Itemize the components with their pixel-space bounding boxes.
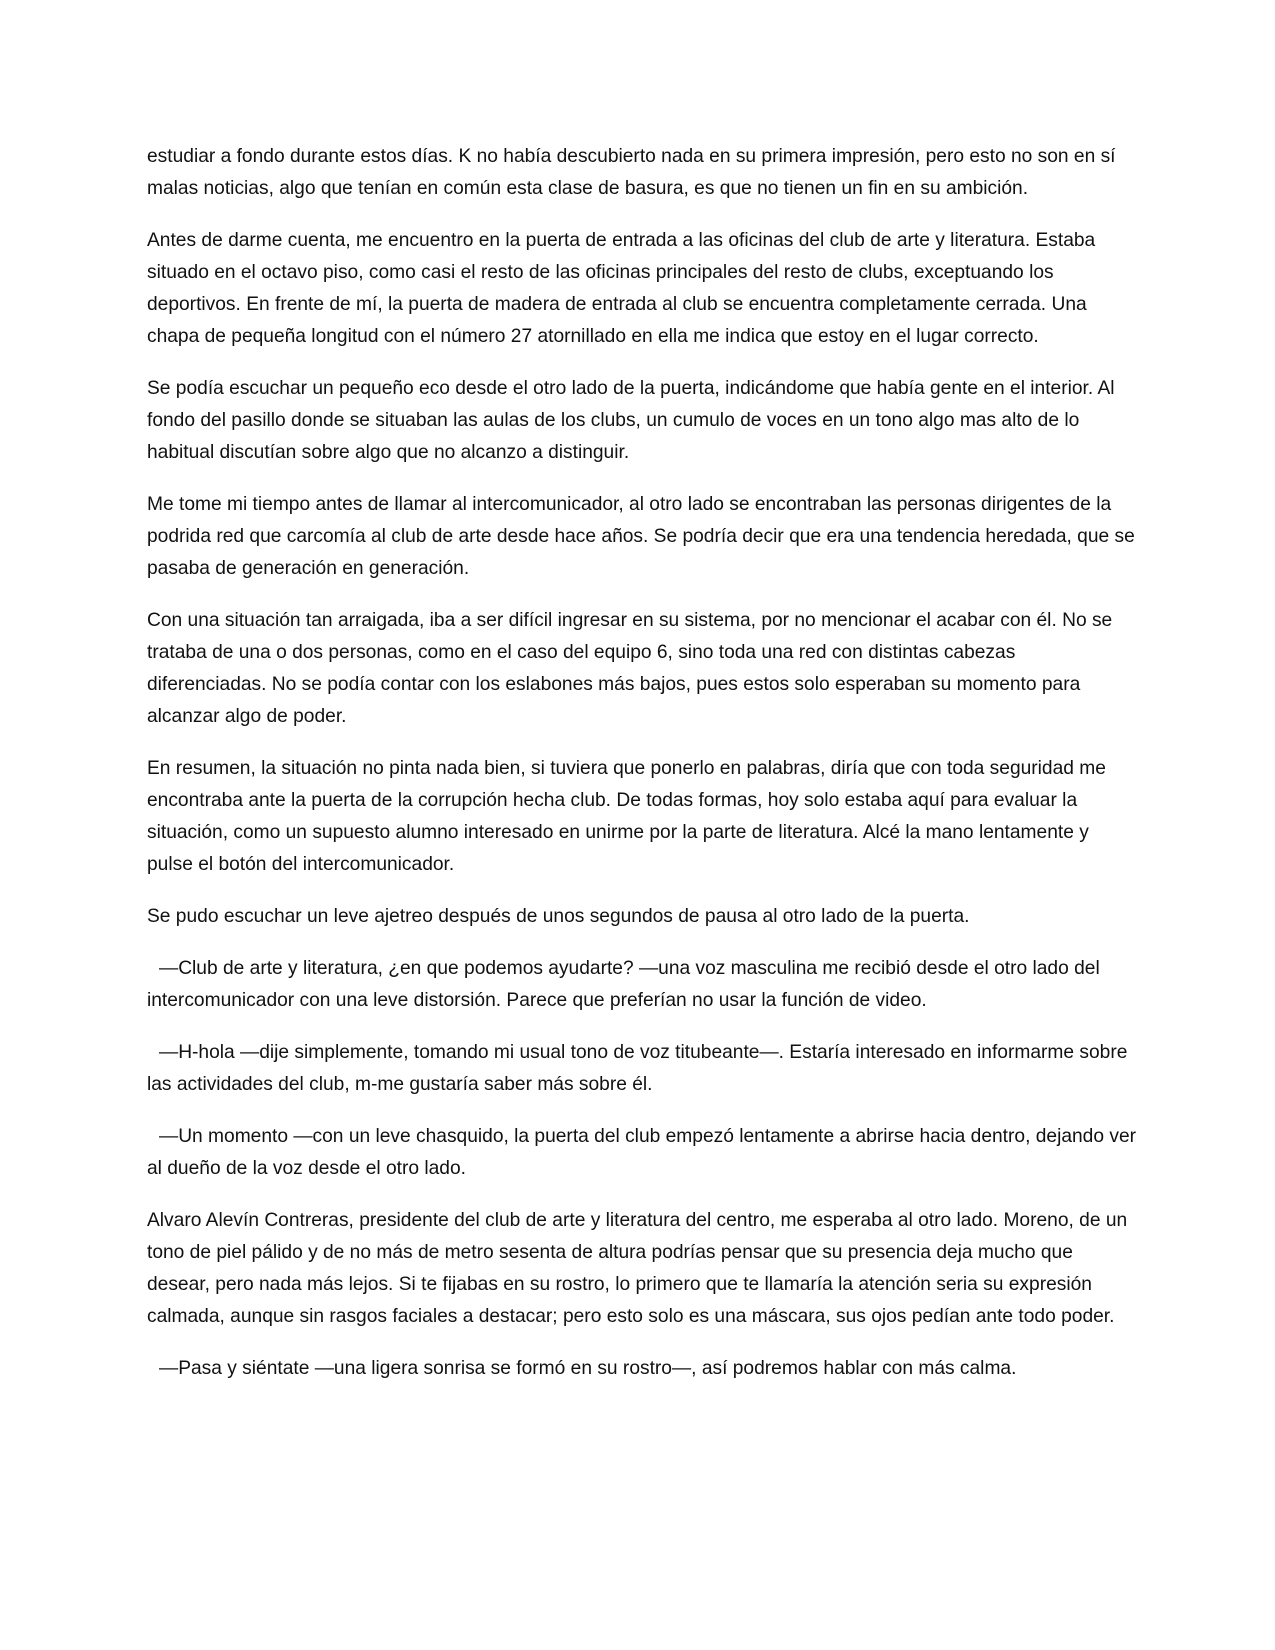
document-page bbox=[147, 141, 1137, 1405]
paragraph-3: Se podía escuchar un pequeño eco desde el otro lado de la puerta, indicándome que había gente en el interior. Al fondo del pasillo donde se situaban las aulas de los clubs, un cumulo de voces en un tono algo mas alto de lo habitual discutían sobre algo que no alcanzo a distinguir. bbox=[147, 378, 1115, 463]
paragraph-6: En resumen, la situación no pinta nada bien, si tuviera que ponerlo en palabras, diría que con toda seguridad me encontraba ante la puerta de la corrupción hecha club. De todas formas, hoy solo estaba aquí para evaluar la situación, como un supuesto alumno interesado en unirme por la parte de literatura. Alcé la mano lentamente y pulse el botón del intercomunicador. bbox=[147, 758, 1106, 875]
paragraph-2: Antes de darme cuenta, me encuentro en la puerta de entrada a las oficinas del club de arte y literatura. Estaba situado en el octavo piso, como casi el resto de las oficinas principales del resto de clubs, exceptuando los deportivos. En frente de mí, la puerta de madera de entrada al club se encuentra completamente cerrada. Una chapa de pequeña longitud con el número 27 atornillado en ella me indica que estoy en el lugar correcto. bbox=[147, 230, 1096, 347]
paragraph-8: Alvaro Alevín Contreras, presidente del club de arte y literatura del centro, me esperaba al otro lado. Moreno, de un tono de piel pálido y de no más de metro sesenta de altura podrías pensar que su presencia deja mucho que desear, pero nada más lejos. Si te fijabas en su rostro, lo primero que te llamaría la atención seria su expresión calmada, aunque sin rasgos faciales a destacar; pero esto solo es una máscara, sus ojos pedían ante todo poder. bbox=[147, 1210, 1128, 1327]
dialogue-line-3: —Un momento —con un leve chasquido, la puerta del club empezó lentamente a abrirse hacia dentro, dejando ver al dueño de la voz desde el otro lado. bbox=[147, 1126, 1137, 1179]
paragraph-4: Me tome mi tiempo antes de llamar al intercomunicador, al otro lado se encontraban las personas dirigentes de la podrida red que carcomía al club de arte desde hace años. Se podría decir que era una tendencia heredada, que se pasaba de generación en generación. bbox=[147, 494, 1135, 579]
paragraph-5: Con una situación tan arraigada, iba a ser difícil ingresar en su sistema, por no mencionar el acabar con él. No se trataba de una o dos personas, como en el caso del equipo 6, sino toda una red con distintas cabezas diferenciadas. No se podía contar con los eslabones más bajos, pues estos solo esperaban su momento para alcanzar algo de poder. bbox=[147, 610, 1113, 727]
paragraph-7: Se pudo escuchar un leve ajetreo después de unos segundos de pausa al otro lado de la puerta. bbox=[147, 906, 970, 927]
dialogue-line-4: —Pasa y siéntate —una ligera sonrisa se formó en su rostro—, así podremos hablar con más calma. bbox=[159, 1358, 1017, 1379]
dialogue-line-2: —H-hola —dije simplemente, tomando mi usual tono de voz titubeante—. Estaría interesado en informarme sobre las actividades del club, m-me gustaría saber más sobre él. bbox=[147, 1042, 1128, 1095]
paragraph-1: estudiar a fondo durante estos días. K no había descubierto nada en su primera impresión, pero esto no son en sí malas noticias, algo que tenían en común esta clase de basura, es que no tienen un fin en su ambición. bbox=[147, 146, 1116, 199]
dialogue-line-1: —Club de arte y literatura, ¿en que podemos ayudarte? —una voz masculina me recibió desde el otro lado del intercomunicador con una leve distorsión. Parece que preferían no usar la función de video. bbox=[147, 958, 1100, 1011]
